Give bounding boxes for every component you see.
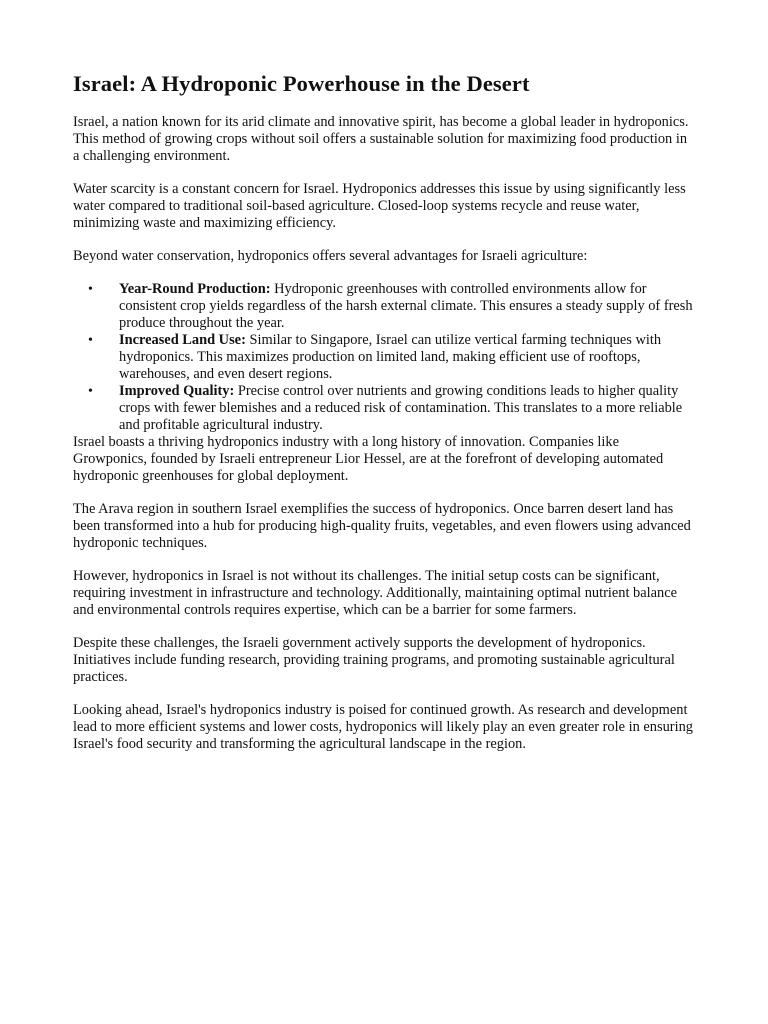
benefit-label: Increased Land Use: <box>119 332 246 349</box>
bullet-icon: • <box>88 333 93 349</box>
document-page <box>73 70 695 769</box>
industry-paragraph: Israel boasts a thriving hydroponics industry with a long history of innovation. Companies like Growponics, founded by Israeli entrepreneur Lior Hessel, are at the forefront of developing automated hydroponic greenhouses for global deployment. <box>73 434 664 485</box>
list-item <box>73 383 695 434</box>
benefits-list <box>73 281 695 434</box>
benefit-label: Year-Round Production: <box>119 281 271 298</box>
benefit-text: Precise control over nutrients and growing conditions leads to higher quality crops with fewer blemishes and a reduced risk of contamination. This translates to a more reliable and profitable agricultural industry. <box>119 383 683 434</box>
benefit-text: Similar to Singapore, Israel can utilize vertical farming techniques with hydroponics. This maximizes production on limited land, making efficient use of rooftops, warehouses, and even desert regions. <box>119 332 662 383</box>
page-title: Israel: A Hydroponic Powerhouse in the Desert <box>73 71 530 96</box>
list-item <box>73 332 695 383</box>
list-item <box>73 281 695 332</box>
arava-paragraph: The Arava region in southern Israel exemplifies the success of hydroponics. Once barren desert land has been transformed into a hub for producing high-quality fruits, vegetables, and even flowers using advanced hydroponic techniques. <box>73 501 691 552</box>
water-scarcity-paragraph: Water scarcity is a constant concern for Israel. Hydroponics addresses this issue by using significantly less water compared to traditional soil-based agriculture. Closed-loop systems recycle and reuse water, minimizing waste and maximizing efficiency. <box>73 181 686 232</box>
bullet-icon: • <box>88 384 93 400</box>
challenges-paragraph: However, hydroponics in Israel is not without its challenges. The initial setup costs can be significant, requiring investment in infrastructure and technology. Additionally, maintaining optimal nutrient balance and environmental controls requires expertise, which can be a barrier for some farmers. <box>73 568 677 619</box>
bullet-icon: • <box>88 282 93 298</box>
benefit-text: Hydroponic greenhouses with controlled environments allow for consistent crop yields regardless of the harsh external climate. This ensures a steady supply of fresh produce throughout the year. <box>119 281 693 332</box>
advantages-intro-paragraph: Beyond water conservation, hydroponics offers several advantages for Israeli agriculture: <box>73 248 588 265</box>
government-paragraph: Despite these challenges, the Israeli government actively supports the development of hydroponics. Initiatives include funding research, providing training programs, and promoting sustainable agricultural practices. <box>73 635 675 686</box>
benefit-label: Improved Quality: <box>119 383 235 400</box>
outlook-paragraph: Looking ahead, Israel's hydroponics industry is poised for continued growth. As research and development lead to more efficient systems and lower costs, hydroponics will likely play an even greater role in ensuring Israel's food security and transforming the agricultural landscape in the region. <box>73 702 693 753</box>
intro-paragraph: Israel, a nation known for its arid climate and innovative spirit, has become a global leader in hydroponics. This method of growing crops without soil offers a sustainable solution for maximizing food production in a challenging environment. <box>73 114 689 165</box>
